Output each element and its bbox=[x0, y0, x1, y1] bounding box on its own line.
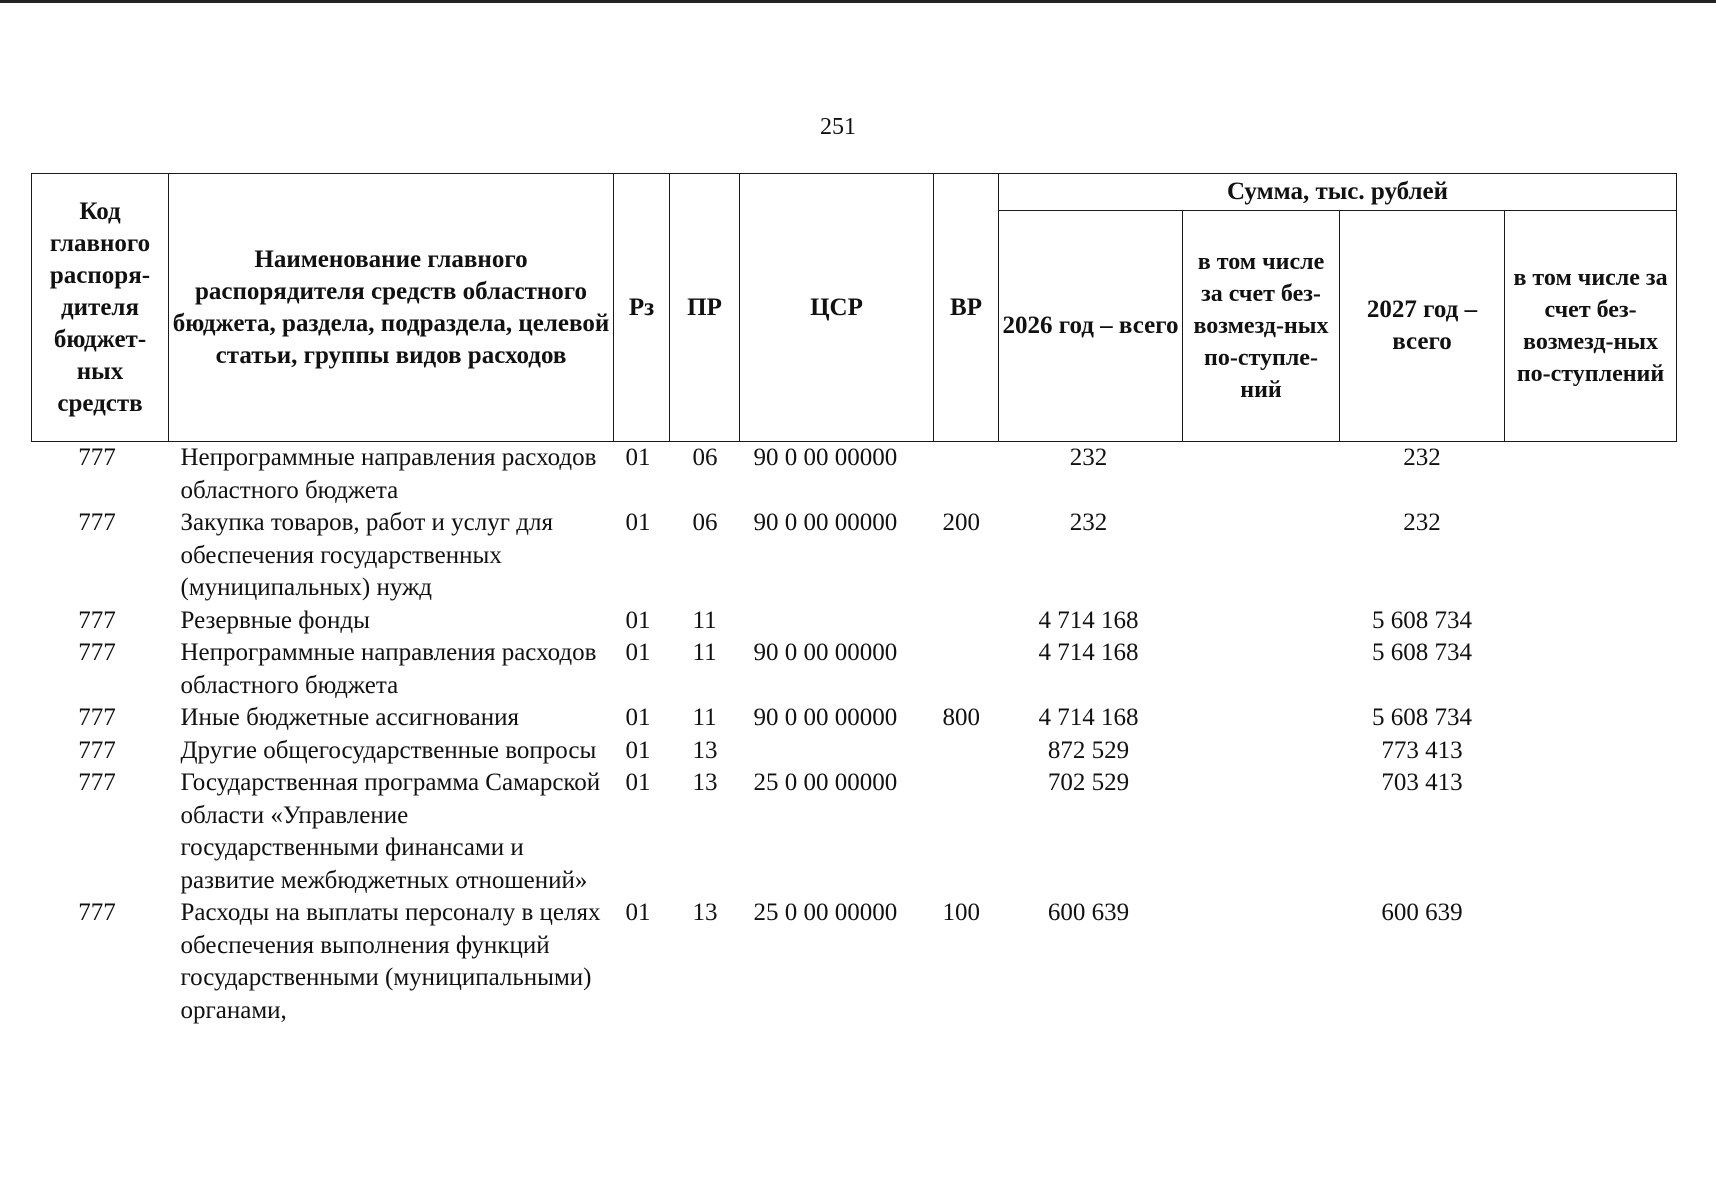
cell-rz: 01 bbox=[625, 704, 651, 731]
cell-vr: 200 bbox=[942, 509, 980, 536]
cell-2026-total: 4 714 168 bbox=[1038, 606, 1139, 634]
cell-csr: 90 0 00 00000 bbox=[753, 509, 898, 536]
header-code: Код главного распоря-дителя бюджет-ных средств bbox=[32, 174, 169, 442]
cell-name: Непрограммные направления расходов областного бюджета bbox=[180, 444, 597, 504]
cell-rz: 01 bbox=[625, 606, 651, 634]
cell-pr: 13 bbox=[692, 899, 718, 926]
table-row bbox=[32, 735, 1677, 768]
cell-2026-free bbox=[1183, 735, 1340, 768]
top-edge-rule bbox=[0, 0, 1716, 3]
cell-csr bbox=[740, 605, 934, 638]
cell-2026-total: 600 639 bbox=[1047, 899, 1130, 926]
cell-code: 777 bbox=[78, 736, 116, 764]
cell-code: 777 bbox=[78, 899, 116, 926]
cell-name: Резервные фонды bbox=[180, 606, 370, 634]
cell-2026-free bbox=[1183, 507, 1340, 605]
table-row bbox=[32, 897, 1677, 1027]
header-rz: Рз bbox=[614, 174, 670, 442]
cell-pr: 13 bbox=[692, 736, 718, 764]
cell-2027-total: 5 608 734 bbox=[1372, 704, 1472, 731]
header-pr: ПР bbox=[670, 174, 740, 442]
header-csr: ЦСР bbox=[740, 174, 934, 442]
table-row bbox=[32, 605, 1677, 638]
table-row bbox=[32, 507, 1677, 605]
cell-2026-free bbox=[1183, 767, 1340, 897]
cell-2027-free bbox=[1505, 637, 1677, 702]
header-2026-free: в том числе за счет без-возмезд-ных по-ступле-ний bbox=[1183, 211, 1340, 442]
cell-2027-total: 773 413 bbox=[1381, 736, 1463, 764]
cell-vr: 100 bbox=[942, 899, 980, 926]
table-row bbox=[32, 442, 1677, 508]
cell-csr: 90 0 00 00000 bbox=[753, 639, 898, 666]
cell-2027-total: 232 bbox=[1403, 509, 1441, 536]
cell-rz: 01 bbox=[625, 769, 651, 796]
cell-name: Закупка товаров, работ и услуг для обеспечения государственных (муниципальных) нужд bbox=[180, 509, 553, 601]
header-sum-group: Сумма, тыс. рублей bbox=[999, 174, 1677, 211]
table-row bbox=[32, 637, 1677, 702]
cell-rz: 01 bbox=[625, 736, 651, 764]
cell-pr: 06 bbox=[692, 444, 718, 471]
cell-csr: 90 0 00 00000 bbox=[753, 704, 898, 731]
cell-2026-total: 4 714 168 bbox=[1038, 704, 1139, 731]
cell-2027-free bbox=[1505, 735, 1677, 768]
cell-pr: 11 bbox=[692, 704, 717, 731]
cell-vr bbox=[934, 637, 999, 702]
cell-code: 777 bbox=[78, 639, 116, 666]
cell-name: Расходы на выплаты персоналу в целях обеспечения выполнения функций государственными (муниципальными) органами, bbox=[180, 899, 601, 1024]
cell-csr bbox=[740, 735, 934, 768]
header-2027-total: 2027 год – всего bbox=[1340, 211, 1505, 442]
cell-pr: 13 bbox=[692, 769, 718, 796]
cell-2027-total: 5 608 734 bbox=[1372, 606, 1472, 634]
cell-2027-free bbox=[1505, 897, 1677, 1027]
cell-rz: 01 bbox=[625, 639, 651, 666]
cell-code: 777 bbox=[78, 444, 116, 471]
cell-vr bbox=[934, 735, 999, 768]
cell-name: Непрограммные направления расходов областного бюджета bbox=[180, 639, 597, 699]
cell-name: Другие общегосударственные вопросы bbox=[180, 736, 597, 764]
cell-2026-free bbox=[1183, 605, 1340, 638]
cell-pr: 06 bbox=[692, 509, 718, 536]
cell-2027-free bbox=[1505, 507, 1677, 605]
cell-vr: 800 bbox=[942, 704, 980, 731]
cell-csr: 25 0 00 00000 bbox=[753, 769, 898, 796]
cell-2026-total: 232 bbox=[1069, 444, 1108, 471]
cell-2027-total: 703 413 bbox=[1381, 769, 1463, 796]
cell-rz: 01 bbox=[625, 899, 651, 926]
cell-2027-free bbox=[1505, 702, 1677, 735]
page-number: 251 bbox=[820, 114, 856, 140]
cell-2026-free bbox=[1183, 637, 1340, 702]
cell-rz: 01 bbox=[625, 444, 651, 471]
cell-2027-total: 600 639 bbox=[1381, 899, 1463, 926]
cell-vr bbox=[934, 605, 999, 638]
cell-2026-free bbox=[1183, 897, 1340, 1027]
cell-csr: 25 0 00 00000 bbox=[753, 899, 898, 926]
header-2027-free: в том числе за счет без-возмезд-ных по-ступлений bbox=[1505, 211, 1677, 442]
cell-code: 777 bbox=[78, 769, 116, 796]
cell-2026-free bbox=[1183, 442, 1340, 508]
cell-code: 777 bbox=[78, 704, 116, 731]
cell-2026-total: 702 529 bbox=[1047, 769, 1130, 796]
cell-2026-total: 4 714 168 bbox=[1038, 639, 1139, 666]
cell-pr: 11 bbox=[692, 639, 717, 666]
cell-2027-free bbox=[1505, 605, 1677, 638]
table-row bbox=[32, 767, 1677, 897]
cell-2027-free bbox=[1505, 767, 1677, 897]
cell-vr bbox=[934, 442, 999, 508]
budget-table bbox=[31, 173, 1677, 1027]
table-header bbox=[32, 174, 1677, 442]
cell-rz: 01 bbox=[625, 509, 651, 536]
cell-csr: 90 0 00 00000 bbox=[753, 444, 898, 471]
cell-2027-total: 232 bbox=[1403, 444, 1441, 471]
table-body bbox=[32, 442, 1677, 1028]
header-2026-total: 2026 год – всего bbox=[999, 211, 1183, 442]
header-vr: ВР bbox=[934, 174, 999, 442]
cell-vr bbox=[934, 767, 999, 897]
cell-2026-total: 872 529 bbox=[1047, 736, 1130, 764]
cell-name: Иные бюджетные ассигнования bbox=[180, 704, 520, 731]
header-name: Наименование главного распорядителя средств областного бюджета, раздела, подраздела, целевой статьи, группы видов расходов bbox=[169, 174, 614, 442]
cell-name: Государственная программа Самарской области «Управление государственными финансами и развитие межбюджетных отношений» bbox=[180, 769, 601, 894]
cell-2026-total: 232 bbox=[1069, 509, 1108, 536]
cell-pr: 11 bbox=[692, 606, 717, 634]
cell-2027-total: 5 608 734 bbox=[1372, 639, 1472, 666]
cell-code: 777 bbox=[78, 509, 116, 536]
cell-2027-free bbox=[1505, 442, 1677, 508]
table-row bbox=[32, 702, 1677, 735]
cell-2026-free bbox=[1183, 702, 1340, 735]
cell-code: 777 bbox=[78, 606, 116, 634]
